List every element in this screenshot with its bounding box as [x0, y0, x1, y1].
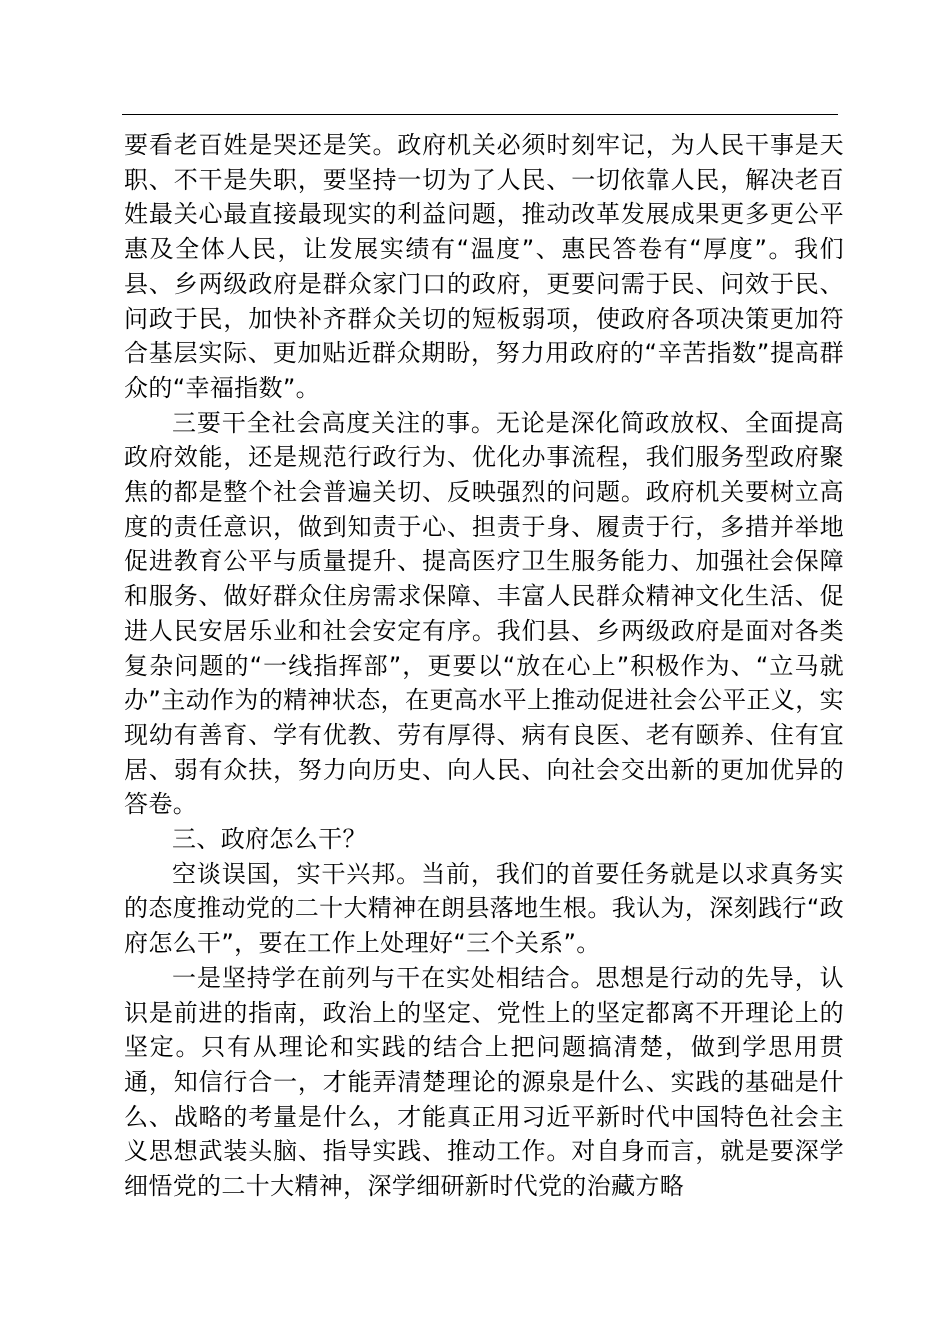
header-rule	[122, 114, 838, 115]
paragraph-3: 空谈误国，实干兴邦。当前，我们的首要任务就是以求真务实的态度推动党的二十大精神在朗县落地生根。我认为，深刻践行“政府怎么干”，要在工作上处理好“三个关系”。	[124, 859, 844, 958]
paragraph-4: 一是坚持学在前列与干在实处相结合。思想是行动的先导，认识是前进的指南，政治上的坚定、党性上的坚定都离不开理论上的坚定。只有从理论和实践的结合上把问题搞清楚，做到学思用贯通，知信行合一，才能弄清楚理论的源泉是什么、实践的基础是什么、战略的考量是什么，才能真正用习近平新时代中国特色社会主义思想武装头脑、指导实践、推动工作。对自身而言，就是要深学细悟党的二十大精神，深学细研新时代党的治藏方略	[124, 963, 844, 1201]
paragraph-2: 三要干全社会高度关注的事。无论是深化简政放权、全面提高政府效能，还是规范行政行为、优化办事流程，我们服务型政府聚焦的都是整个社会普遍关切、反映强烈的问题。政府机关要树立高度的责任意识，做到知责于心、担责于身、履责于行，多措并举地促进教育公平与质量提升、提高医疗卫生服务能力、加强社会保障和服务、做好群众住房需求保障、丰富人民群众精神文化生活、促进人民安居乐业和社会安定有序。我们县、乡两级政府是面对各类复杂问题的“一线指挥部”，更要以“放在心上”积极作为、“立马就办”主动作为的精神状态，在更高水平上推动促进社会公平正义，实现幼有善育、学有优教、劳有厚得、病有良医、老有颐养、住有宜居、弱有众扶，努力向历史、向人民、向社会交出新的更加优异的答卷。	[124, 408, 845, 819]
body-text	[124, 128, 844, 1204]
section-heading: 三、政府怎么干？	[172, 825, 367, 854]
paragraph-1: 要看老百姓是哭还是笑。政府机关必须时刻牢记，为人民干事是天职、不干是失职，要坚持一切为了人民、一切依靠人民，解决老百姓最关心最直接最现实的利益问题，推动改革发展成果更多更公平惠及全体人民，让发展实绩有“温度”、惠民答卷有“厚度”。我们县、乡两级政府是群众家门口的政府，更要问需于民、问效于民、问政于民，加快补齐群众关切的短板弱项，使政府各项决策更加符合基层实际、更加贴近群众期盼，努力用政府的“辛苦指数”提高群众的“幸福指数”。	[124, 131, 844, 402]
